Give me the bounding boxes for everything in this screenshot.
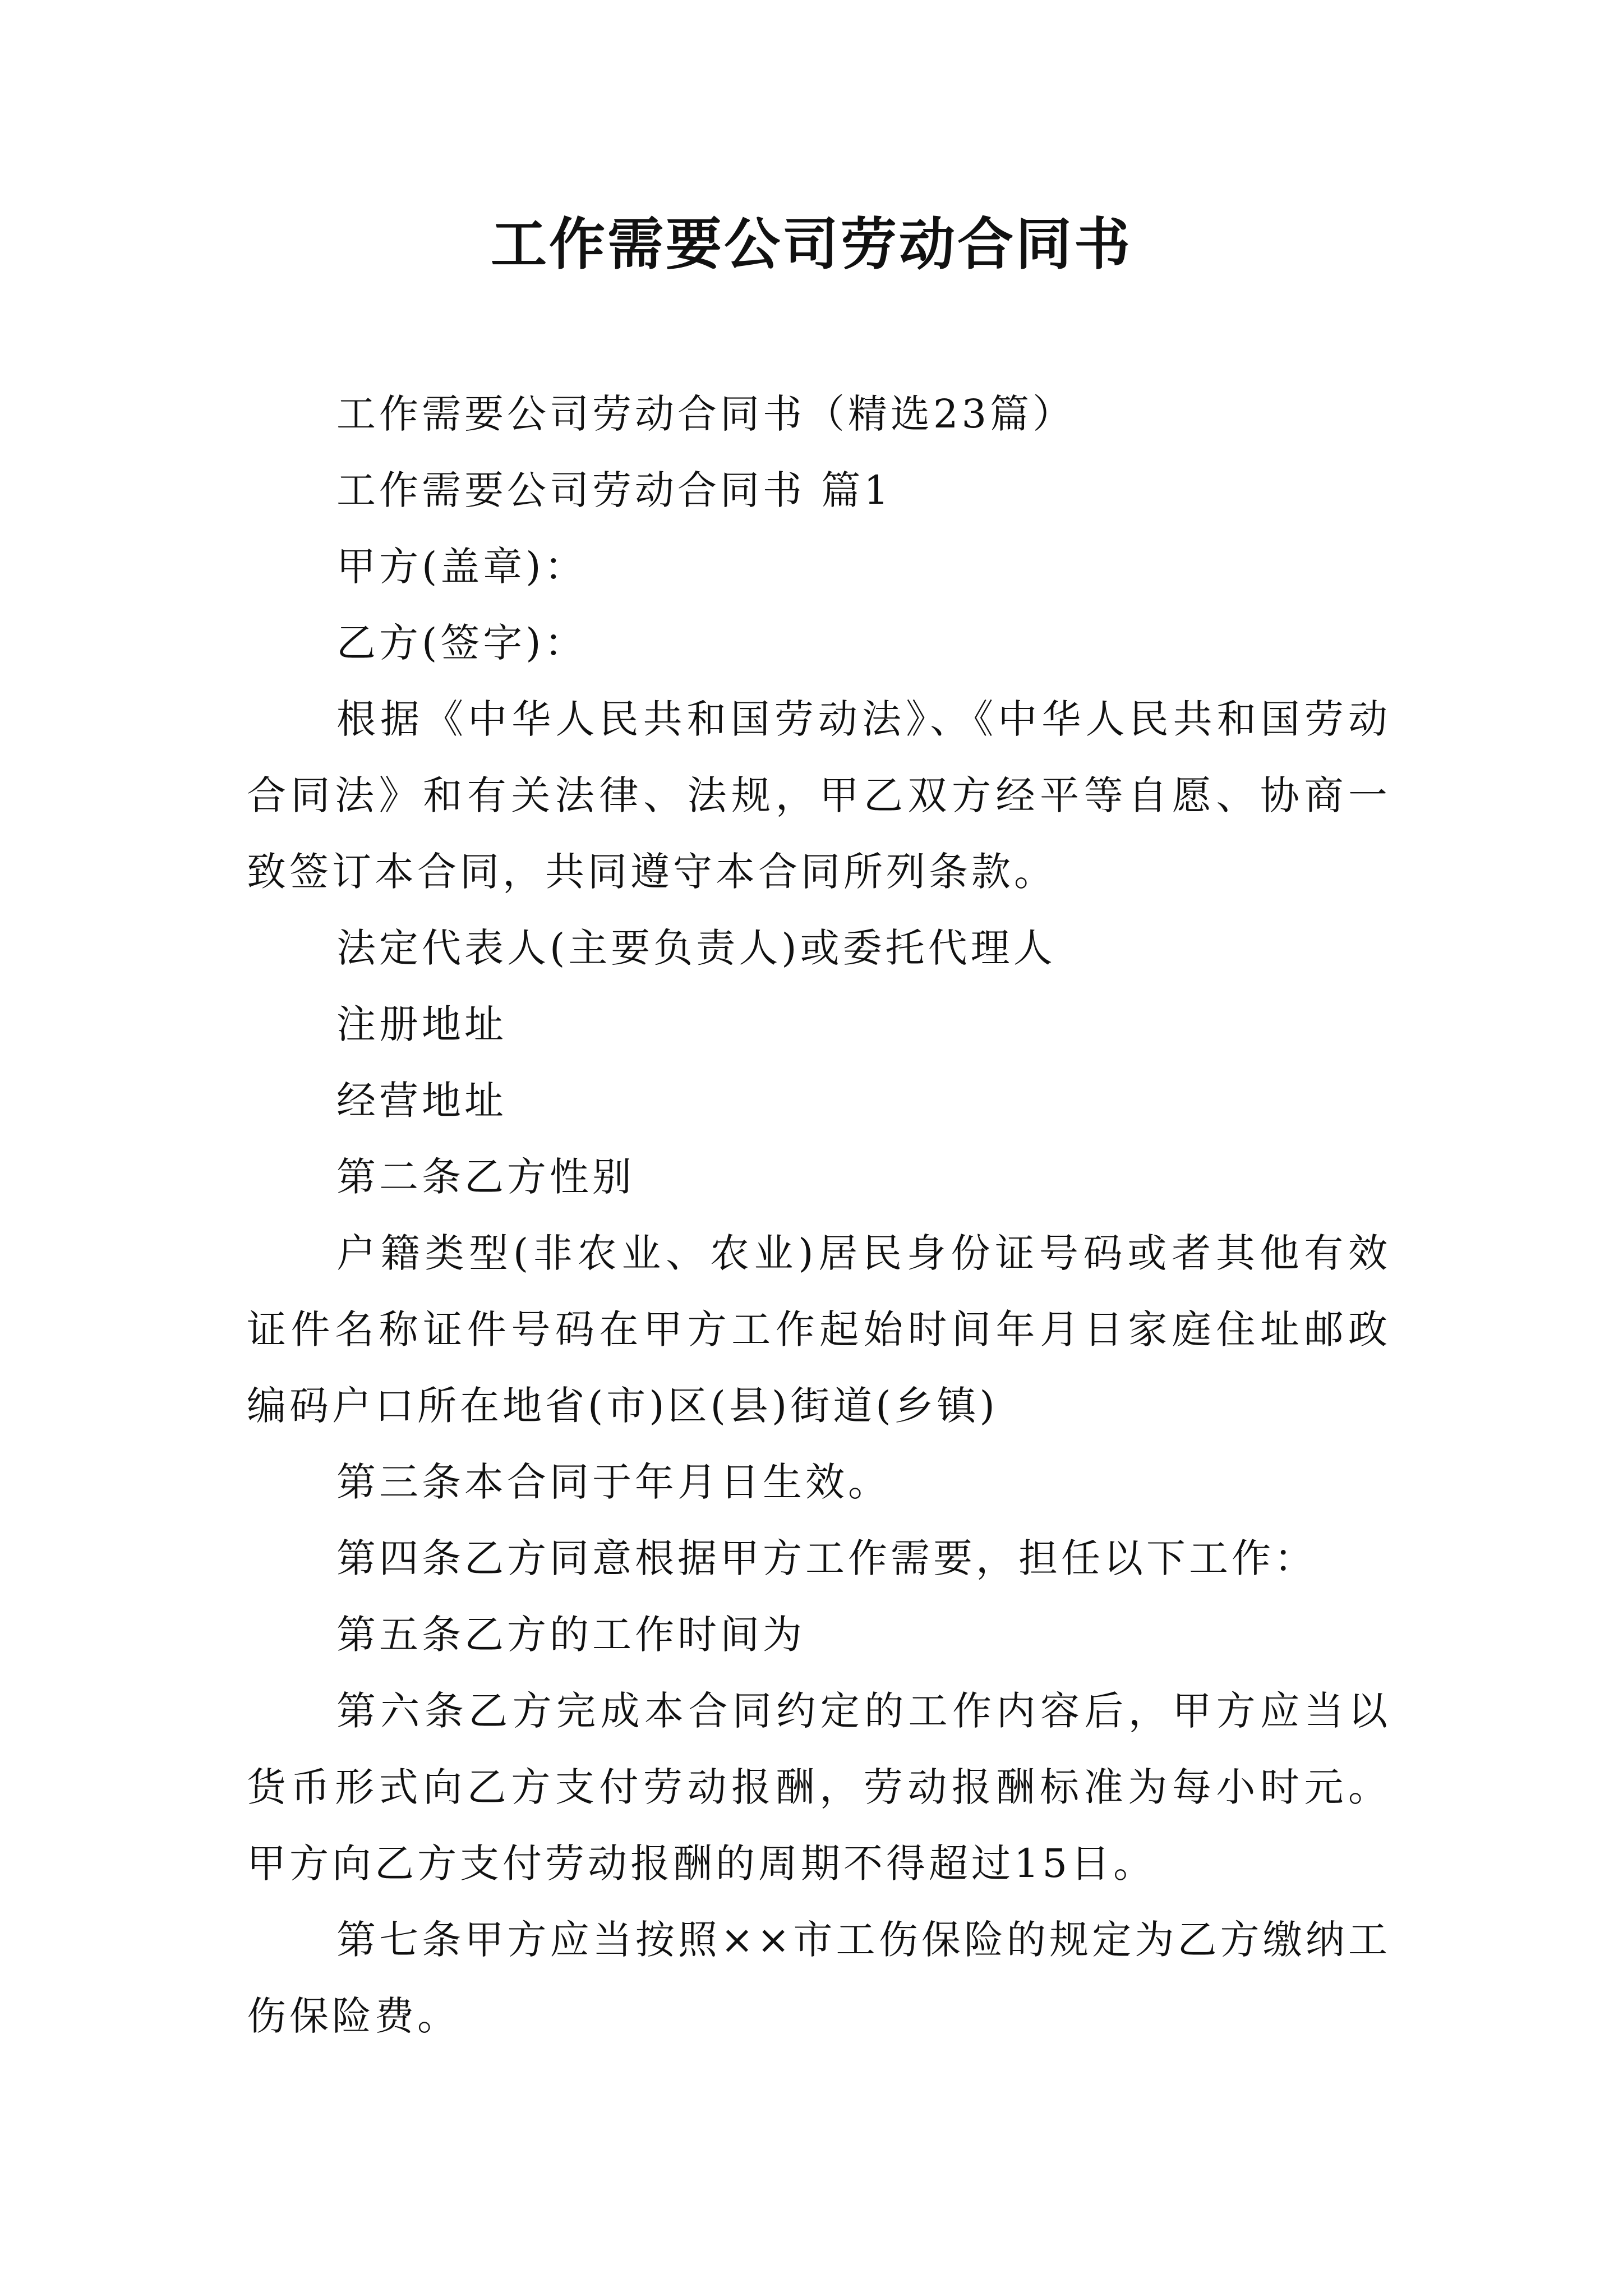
business-address-line: 经营地址: [336, 1078, 507, 1124]
article-4: 第四条乙方同意根据甲方工作需要，担任以下工作：: [336, 1535, 1317, 1581]
household-info-paragraph: 户籍类型(非农业、农业)居民身份证号码或者其他有效证件名称证件号码在甲方工作起始时间年月日家庭住址邮政编码户口所在地省(市)区(县)街道(乡镇): [247, 1230, 1391, 1429]
preamble-paragraph: 根据《中华人民共和国劳动法》、《中华人民共和国劳动合同法》和有关法律、法规，甲乙双方经平等自愿、协商一致签订本合同，共同遵守本合同所列条款。: [247, 696, 1391, 895]
article-6: 第六条乙方完成本合同约定的工作内容后，甲方应当以货币形式向乙方支付劳动报酬，劳动报酬标准为每小时元。甲方向乙方支付劳动报酬的周期不得超过15日。: [247, 1688, 1391, 1887]
article-3: 第三条本合同于年月日生效。: [336, 1459, 891, 1505]
doc-subtitle: 工作需要公司劳动合同书（精选23篇）: [336, 391, 1076, 437]
article-5: 第五条乙方的工作时间为: [336, 1612, 805, 1658]
section-heading: 工作需要公司劳动合同书 篇1: [336, 467, 892, 513]
article-2: 第二条乙方性别: [336, 1154, 635, 1200]
registered-address-line: 注册地址: [336, 1001, 507, 1047]
document-title: 工作需要公司劳动合同书: [491, 211, 1132, 277]
party-a-line: 甲方(盖章)：: [336, 544, 587, 590]
document-body: [247, 376, 1391, 2054]
legal-rep-line: 法定代表人(主要负责人)或委托代理人: [336, 925, 1056, 971]
party-b-line: 乙方(签字)：: [336, 620, 587, 666]
article-7: 第七条甲方应当按照××市工伤保险的规定为乙方缴纳工伤保险费。: [247, 1917, 1391, 2039]
